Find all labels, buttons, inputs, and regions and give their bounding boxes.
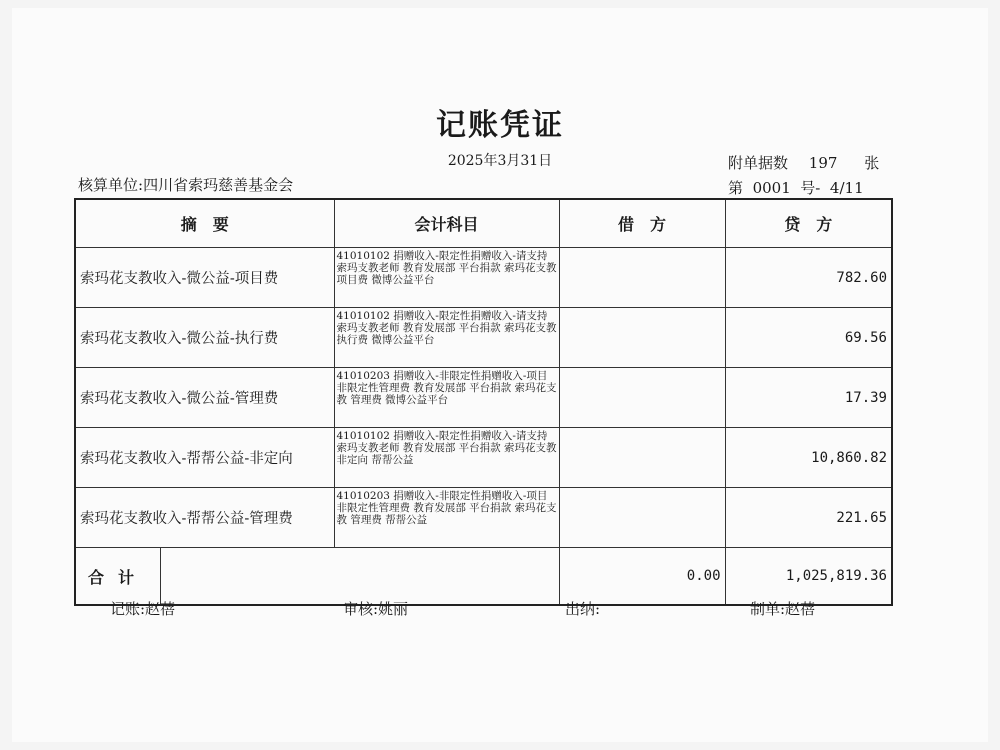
unit-label: 核算单位:: [78, 176, 144, 194]
voucher-date: 2025年3月31日: [447, 153, 553, 169]
row-summary: 索玛花支教收入-微公益-执行费: [75, 308, 334, 368]
accounting-unit: [78, 174, 293, 195]
row-account: 41010203 捐赠收入-非限定性捐赠收入-项目非限定性管理费 教育发展部 平台捐款 索玛花支教 管理费 帮帮公益: [334, 488, 559, 548]
header-summary: 摘 要: [75, 199, 334, 248]
voucher-page: 4/11: [829, 179, 864, 197]
header-debit: 借 方: [559, 199, 725, 248]
row-credit: 10,860.82: [725, 428, 892, 488]
voucher-number: [728, 177, 864, 198]
table-row: [75, 308, 892, 368]
row-debit: [559, 488, 725, 548]
header-account: 会计科目: [334, 199, 559, 248]
voucher-title: 记账凭证: [436, 108, 564, 143]
row-account: 41010203 捐赠收入-非限定性捐赠收入-项目非限定性管理费 教育发展部 平台捐款 索玛花支教 管理费 微博公益平台: [334, 368, 559, 428]
voucher-no: 0001: [752, 179, 791, 197]
total-debit: 0.00: [559, 548, 725, 606]
header-credit: 贷 方: [725, 199, 892, 248]
table-row: [75, 368, 892, 428]
table-row: [75, 248, 892, 308]
row-summary: 索玛花支教收入-微公益-管理费: [75, 368, 334, 428]
footer-bookkeeper: 记账:赵蓓: [110, 600, 176, 618]
row-debit: [559, 368, 725, 428]
footer-preparer: 制单:赵蓓: [750, 600, 816, 618]
row-debit: [559, 428, 725, 488]
attachments-count: 197: [808, 154, 838, 172]
row-account: 41010102 捐赠收入-限定性捐赠收入-请支持索玛支教老师 教育发展部 平台捐款 索玛花支教 非定向 帮帮公益: [334, 428, 559, 488]
table-row: [75, 488, 892, 548]
unit-name: 四川省索玛慈善基金会: [143, 176, 294, 194]
total-label: 合计: [76, 548, 161, 604]
footer-reviewer: 审核:姚丽: [343, 600, 409, 618]
row-account: 41010102 捐赠收入-限定性捐赠收入-请支持索玛支教老师 教育发展部 平台捐款 索玛花支教 项目费 微博公益平台: [334, 248, 559, 308]
footer-cashier: 出纳:: [565, 600, 601, 618]
voucher-table: [74, 198, 893, 606]
table-header-row: [75, 199, 892, 248]
row-summary: 索玛花支教收入-微公益-项目费: [75, 248, 334, 308]
total-row: [75, 548, 892, 606]
attachments-info: [728, 152, 888, 173]
table-row: [75, 428, 892, 488]
row-debit: [559, 308, 725, 368]
row-summary: 索玛花支教收入-帮帮公益-非定向: [75, 428, 334, 488]
attachments-label: 附单据数: [728, 154, 789, 172]
row-summary: 索玛花支教收入-帮帮公益-管理费: [75, 488, 334, 548]
row-credit: 221.65: [725, 488, 892, 548]
row-debit: [559, 248, 725, 308]
row-credit: 17.39: [725, 368, 892, 428]
voucher-no-mid: 号-: [800, 179, 821, 197]
total-credit: 1,025,819.36: [725, 548, 892, 606]
row-account: 41010102 捐赠收入-限定性捐赠收入-请支持索玛支教老师 教育发展部 平台捐款 索玛花支教 执行费 微博公益平台: [334, 308, 559, 368]
voucher-no-prefix: 第: [728, 179, 744, 197]
attachments-unit: 张: [864, 154, 880, 172]
row-credit: 69.56: [725, 308, 892, 368]
row-credit: 782.60: [725, 248, 892, 308]
